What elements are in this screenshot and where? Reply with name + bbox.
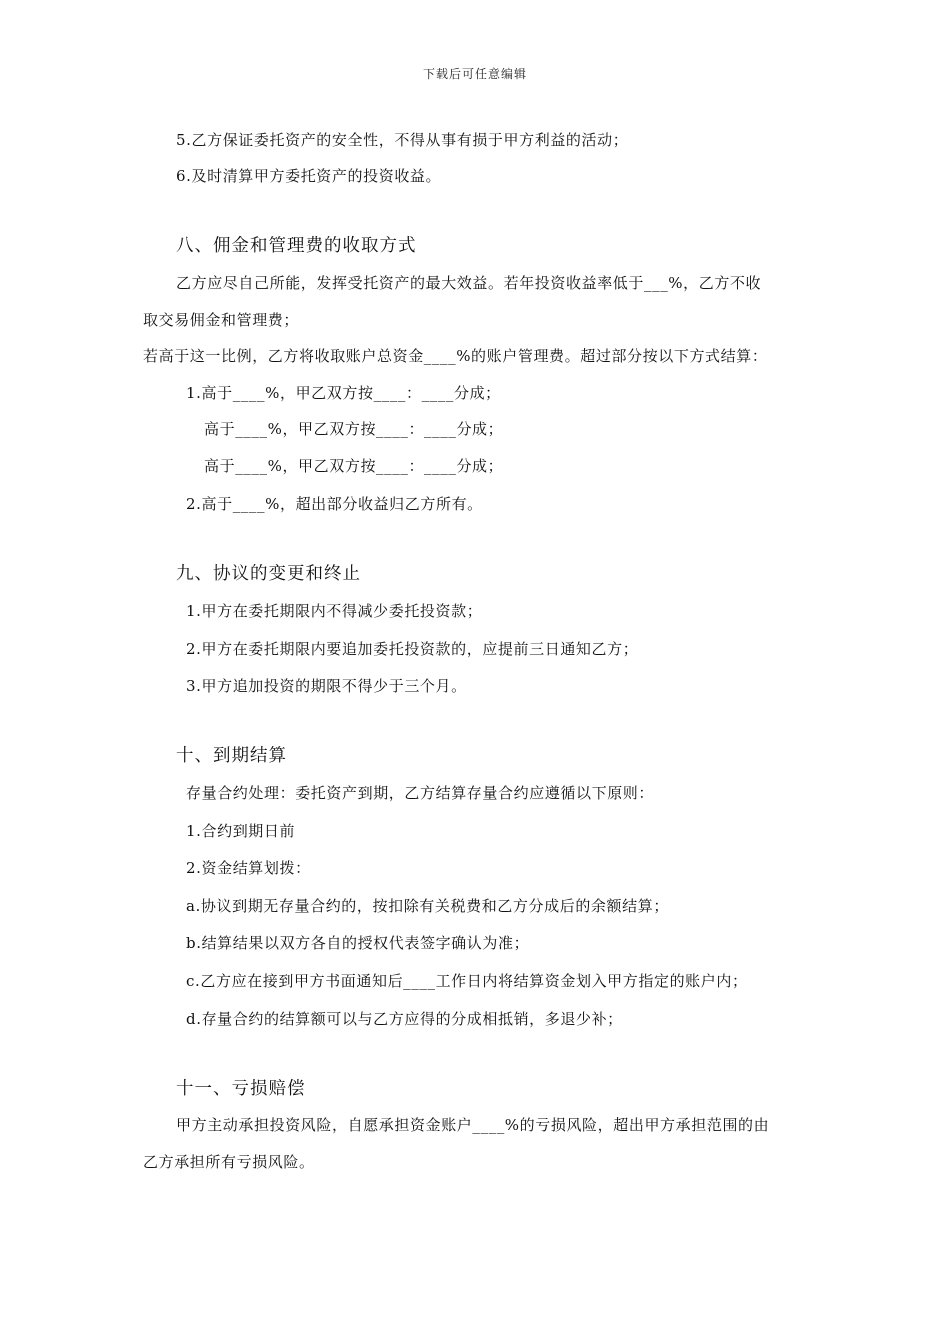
section-8-tier-4: 2.高于____%，超出部分收益归乙方所有。 <box>186 495 483 513</box>
section-9-item-1: 1.甲方在委托期限内不得减少委托投资款； <box>186 602 483 620</box>
page-header-note: 下载后可任意编辑 <box>422 67 527 81</box>
section-11-paragraph-line-2: 乙方承担所有亏损风险。 <box>143 1153 315 1171</box>
section-9-title: 九、协议的变更和终止 <box>176 564 361 584</box>
section-8-tier-2: 高于____%，甲乙双方按____：____分成； <box>204 420 504 438</box>
section-8-paragraph-2: 若高于这一比例，乙方将收取账户总资金____%的账户管理费。超过部分按以下方式结算： <box>143 347 768 365</box>
section-9-item-3: 3.甲方追加投资的期限不得少于三个月。 <box>186 677 467 695</box>
section-10-item-b: b.结算结果以双方各自的授权代表签字确认为准； <box>186 934 530 952</box>
section-9-item-2: 2.甲方在委托期限内要追加委托投资款的，应提前三日通知乙方； <box>186 640 639 658</box>
clause-7-item-5: 5.乙方保证委托资产的安全性，不得从事有损于甲方利益的活动； <box>176 131 629 149</box>
section-8-tier-1: 1.高于____%，甲乙双方按____：____分成； <box>186 384 501 402</box>
section-10-item-2: 2.资金结算划拨： <box>186 859 311 877</box>
section-8-paragraph-1-line-2: 取交易佣金和管理费； <box>143 311 300 329</box>
section-10-item-c: c.乙方应在接到甲方书面通知后____工作日内将结算资金划入甲方指定的账户内； <box>186 972 748 990</box>
section-10-item-1: 1.合约到期日前 <box>186 822 296 840</box>
clause-7-item-6: 6.及时清算甲方委托资产的投资收益。 <box>176 167 442 185</box>
section-8-title: 八、佣金和管理费的收取方式 <box>176 236 417 256</box>
section-11-title: 十一、亏损赔偿 <box>176 1079 306 1099</box>
section-10-item-a: a.协议到期无存量合约的，按扣除有关税费和乙方分成后的余额结算； <box>186 897 669 915</box>
section-10-title: 十、到期结算 <box>176 746 287 766</box>
section-10-intro: 存量合约处理：委托资产到期，乙方结算存量合约应遵循以下原则： <box>186 784 655 802</box>
section-8-paragraph-1-line-1: 乙方应尽自己所能，发挥受托资产的最大效益。若年投资收益率低于___%，乙方不收 <box>176 274 762 292</box>
section-11-paragraph-line-1: 甲方主动承担投资风险，自愿承担资金账户____%的亏损风险，超出甲方承担范围的由 <box>176 1116 770 1134</box>
section-10-item-d: d.存量合约的结算额可以与乙方应得的分成相抵销，多退少补； <box>186 1010 623 1028</box>
section-8-tier-3: 高于____%，甲乙双方按____：____分成； <box>204 457 504 475</box>
